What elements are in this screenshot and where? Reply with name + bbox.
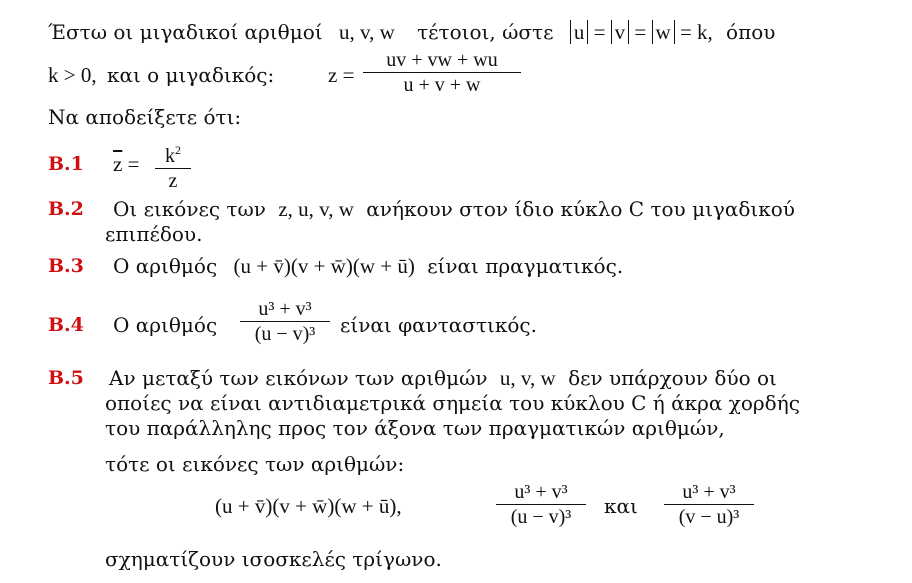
b4-denominator: (u − v)³ xyxy=(254,323,316,345)
intro-mid: τέτοιοι, ώστε xyxy=(417,20,554,44)
intro-vars: u, v, w xyxy=(338,20,395,44)
eq-k: = k, xyxy=(679,20,713,44)
b1-eq: = xyxy=(127,152,140,176)
b1-fraction xyxy=(155,138,191,193)
b2-line-2: επιπέδου. xyxy=(105,222,203,246)
b3-line xyxy=(113,254,623,278)
abs-w: w xyxy=(652,20,675,44)
abs-u: u xyxy=(570,20,589,44)
b5-fraction-1-numerator: u³ + v³ xyxy=(496,480,586,505)
b5-vars: u, v, w xyxy=(499,366,556,390)
item-label-b3: B.3 xyxy=(48,255,84,277)
z-fraction xyxy=(363,48,521,97)
b5-fraction-2-numerator: u³ + v³ xyxy=(664,480,754,505)
b1-denominator: z xyxy=(168,170,178,192)
item-label-b1: B.1 xyxy=(48,153,84,175)
b5-fraction-1 xyxy=(496,480,586,529)
b2-text-b: ανήκουν στον ίδιο κύκλο C του μιγαδικού xyxy=(366,197,795,221)
b2-vars: z, u, v, w xyxy=(278,197,354,221)
b5-conjunction: και xyxy=(604,494,638,518)
abs-v: v xyxy=(611,20,630,44)
b5-expression: (u + v̄)(v + w̄)(w + ū), xyxy=(215,494,402,518)
b5-line-4: τότε οι εικόνες των αριθμών: xyxy=(105,452,405,476)
b1-lhs xyxy=(113,152,139,176)
b5-line1-b: δεν υπάρχουν δύο οι xyxy=(568,366,777,390)
z-denominator: u + v + w xyxy=(403,74,481,96)
b3-text-b: είναι πραγματικός. xyxy=(427,254,624,278)
intro-text: Έστω οι μιγαδικοί αριθμοί xyxy=(48,20,323,44)
z-eq-label: z = xyxy=(328,63,355,87)
b3-text-a: Ο αριθμός xyxy=(113,254,218,278)
b2-line-1 xyxy=(113,197,795,221)
prove-heading: Να αποδείξετε ότι: xyxy=(48,105,242,129)
b1-numerator: $k^2$ xyxy=(155,138,191,169)
intro-line2-text: και ο μιγαδικός: xyxy=(106,63,275,87)
b5-line-2: οποίες να είναι αντιδιαμετρικά σημεία του κύκλου C ή άκρα χορδής xyxy=(105,391,800,415)
b4-numerator: u³ + v³ xyxy=(240,297,330,322)
b5-line-3: του παράλληλης προς τον άξονα των πραγματικών αριθμών, xyxy=(105,416,725,440)
z-conjugate: $\overline{z}$ xyxy=(113,152,123,176)
k-condition: k > 0, xyxy=(48,63,97,87)
b3-expression: (u + v̄)(v + w̄)(w + ū) xyxy=(233,254,415,278)
item-label-b4: B.4 xyxy=(48,314,84,336)
b5-line-1 xyxy=(109,366,777,390)
b2-text-a: Οι εικόνες των xyxy=(113,197,266,221)
z-numerator: uv + vw + wu xyxy=(363,48,521,73)
item-label-b2: B.2 xyxy=(48,198,84,220)
abs-condition: u = v = w = k, xyxy=(570,20,718,44)
b4-fraction xyxy=(240,297,330,346)
b5-line1-a: Αν μεταξύ των εικόνων των αριθμών xyxy=(109,366,488,390)
b5-fraction-1-denominator: (u − v)³ xyxy=(510,506,572,528)
intro-line-2 xyxy=(48,63,274,87)
b5-fraction-2-denominator: (v − u)³ xyxy=(678,506,740,528)
b4-text-b: είναι φανταστικός. xyxy=(340,313,537,337)
intro-line-1 xyxy=(48,20,775,44)
b4-text-a: Ο αριθμός xyxy=(113,313,218,337)
b5-line-5: σχηματίζουν ισοσκελές τρίγωνο. xyxy=(105,547,442,571)
intro-end: όπου xyxy=(726,20,776,44)
item-label-b5: B.5 xyxy=(48,367,84,389)
b5-fraction-2 xyxy=(664,480,754,529)
